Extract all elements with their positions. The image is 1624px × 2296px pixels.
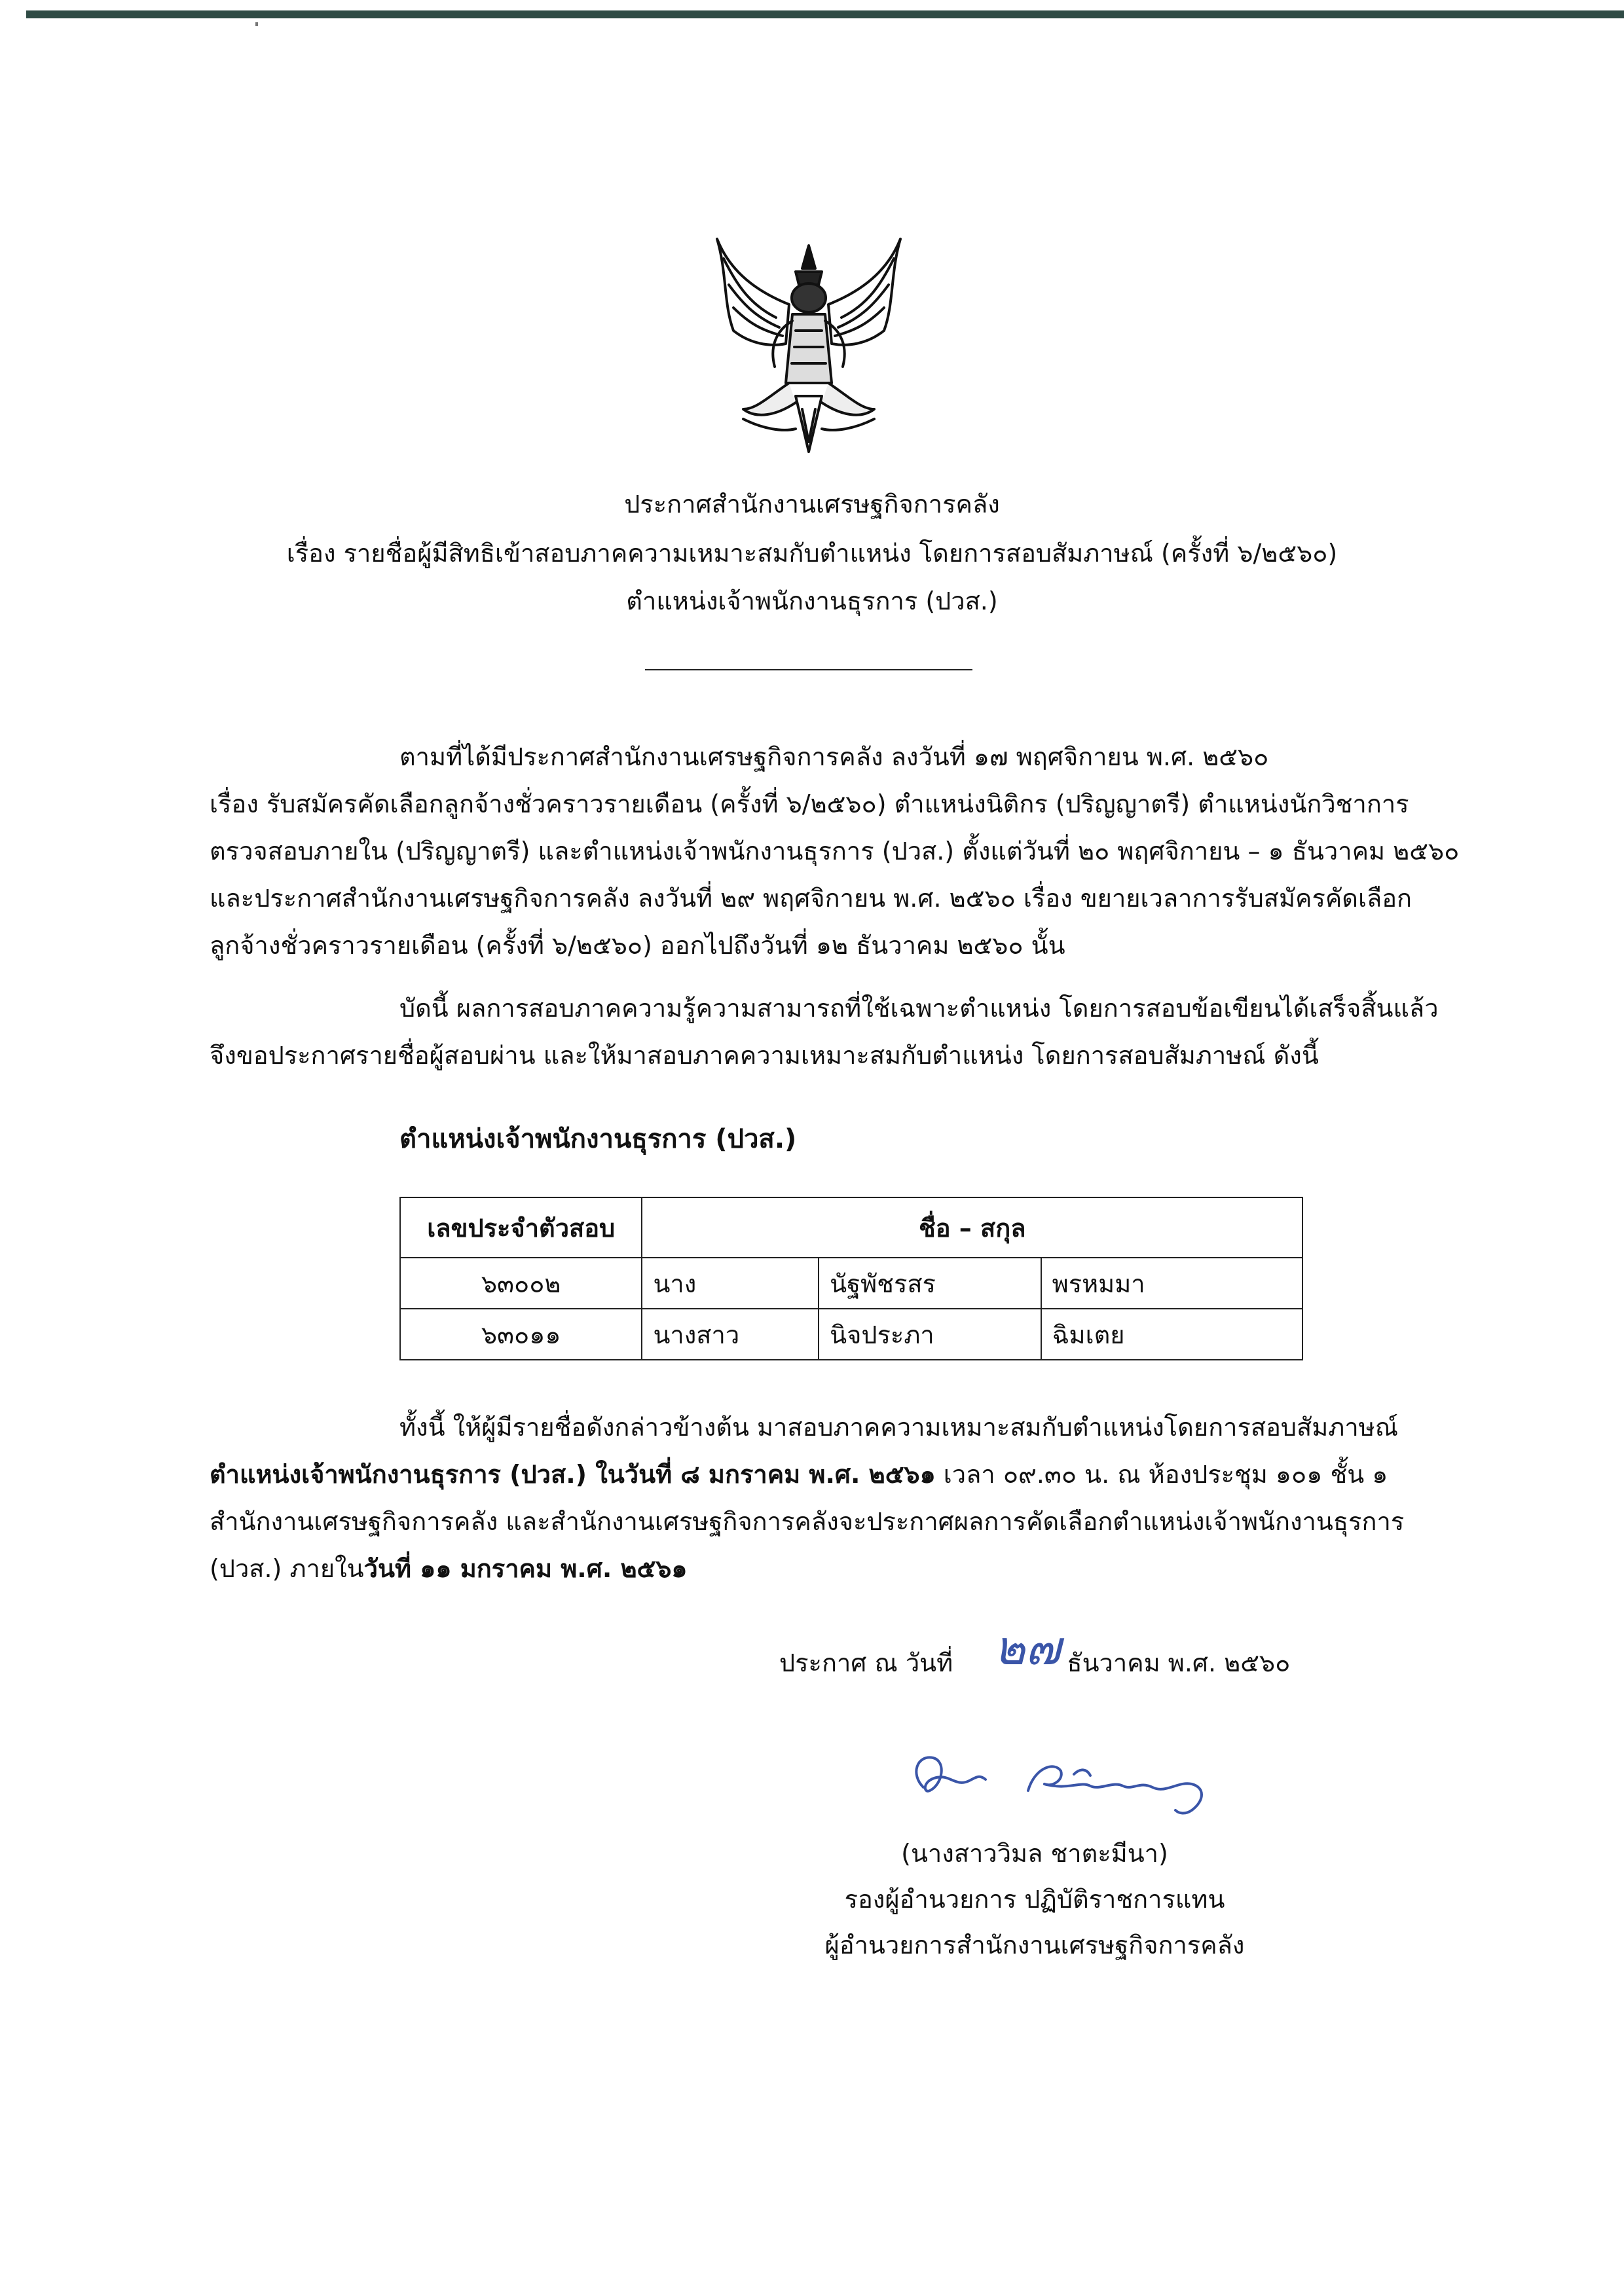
announcement-position: ตำแหน่งเจ้าพนักงานธุรการ (ปวส.) bbox=[626, 587, 998, 615]
para1-line: ลูกจ้างชั่วคราวรายเดือน (ครั้งที่ ๖/๒๕๖๐) ออกไปถึงวันที่ ๑๒ ธันวาคม ๒๕๖๐ นั้น bbox=[210, 931, 1065, 960]
garuda-emblem-icon bbox=[704, 232, 913, 462]
table-row bbox=[400, 1309, 1302, 1360]
signer-name: (นางสาววิมล ชาตะมีนา) bbox=[901, 1839, 1168, 1868]
date-prefix: ประกาศ ณ วันที่ bbox=[779, 1649, 953, 1677]
last-name-cell: พรหมมา bbox=[1041, 1258, 1302, 1309]
first-name-cell: นิจประภา bbox=[819, 1309, 1041, 1360]
first-name-cell: นัฐพัชรสร bbox=[819, 1258, 1041, 1309]
handwritten-day bbox=[982, 1617, 1087, 1676]
signer-title-2: ผู้อำนวยการสำนักงานเศรษฐกิจการคลัง bbox=[824, 1931, 1245, 1959]
para1-line: เรื่อง รับสมัครคัดเลือกลูกจ้างชั่วคราวรายเดือน (ครั้งที่ ๖/๒๕๖๐) ตำแหน่งนิติกร (ปริญญาตรี) ตำแหน่งนักวิชาการ bbox=[210, 790, 1409, 818]
para3-line bbox=[210, 1545, 1473, 1592]
para1-line: และประกาศสำนักงานเศรษฐกิจการคลัง ลงวันที่ ๒๙ พฤศจิกายน พ.ศ. ๒๕๖๐ เรื่อง ขยายเวลาการรับสมัครคัดเลือก bbox=[210, 884, 1412, 913]
paragraph-interview bbox=[210, 1404, 1473, 1592]
announcement-title: ประกาศสำนักงานเศรษฐกิจการคลัง bbox=[624, 490, 1000, 519]
table-row bbox=[400, 1258, 1302, 1309]
exam-id-cell: ๖๓๐๐๒ bbox=[400, 1258, 642, 1309]
header-full-name: ชื่อ – สกุล bbox=[642, 1197, 1302, 1258]
date-suffix: ธันวาคม พ.ศ. ๒๕๖๐ bbox=[1067, 1649, 1291, 1677]
header-exam-id: เลขประจำตัวสอบ bbox=[400, 1197, 642, 1258]
para3-line: ทั้งนี้ ให้ผู้มีรายชื่อดังกล่าวข้างต้น มาสอบภาคความเหมาะสมกับตำแหน่งโดยการสอบสัมภาษณ์ bbox=[399, 1413, 1398, 1442]
table-title: ตำแหน่งเจ้าพนักงานธุรการ (ปวส.) bbox=[399, 1124, 797, 1154]
handwritten-day-text: ๒๗ bbox=[994, 1620, 1061, 1675]
scan-speck bbox=[255, 22, 258, 26]
result-pre: (ปวส.) ภายใน bbox=[210, 1554, 364, 1583]
candidates-table bbox=[399, 1197, 1303, 1360]
exam-id-cell: ๖๓๐๑๑ bbox=[400, 1309, 642, 1360]
para3-line bbox=[210, 1451, 1473, 1498]
last-name-cell: ฉิมเตย bbox=[1041, 1309, 1302, 1360]
title-cell: นางสาว bbox=[642, 1309, 819, 1360]
table-header-row bbox=[400, 1197, 1302, 1258]
handwritten-signature bbox=[904, 1728, 1218, 1827]
para3-line: สำนักงานเศรษฐกิจการคลัง และสำนักงานเศรษฐกิจการคลังจะประกาศผลการคัดเลือกตำแหน่งเจ้าพนักงานธุรการ bbox=[210, 1507, 1405, 1536]
announcement-subject: เรื่อง รายชื่อผู้มีสิทธิเข้าสอบภาคความเหมาะสมกับตำแหน่ง โดยการสอบสัมภาษณ์ (ครั้งที่ ๖/๒๕๖๐) bbox=[286, 539, 1338, 568]
top-edge-rule bbox=[26, 10, 1624, 18]
para2-line: บัดนี้ ผลการสอบภาคความรู้ความสามารถที่ใช้เฉพาะตำแหน่ง โดยการสอบข้อเขียนได้เสร็จสิ้นแล้ว bbox=[399, 994, 1439, 1023]
para1-line: ตรวจสอบภายใน (ปริญญาตรี) และตำแหน่งเจ้าพนักงานธุรการ (ปวส.) ตั้งแต่วันที่ ๒๐ พฤศจิกายน – ๑ ธันวาคม ๒๕๖๐ bbox=[210, 837, 1460, 866]
paragraph-announcement bbox=[210, 985, 1473, 1079]
header-divider bbox=[645, 669, 972, 670]
para1-line: ตามที่ได้มีประกาศสำนักงานเศรษฐกิจการคลัง ลงวันที่ ๑๗ พฤศจิกายน พ.ศ. ๒๕๖๐ bbox=[399, 742, 1269, 771]
signer-title-1: รองผู้อำนวยการ ปฏิบัติราชการแทน bbox=[844, 1885, 1225, 1914]
para2-line: จึงขอประกาศรายชื่อผู้สอบผ่าน และให้มาสอบภาคความเหมาะสมกับตำแหน่ง โดยการสอบสัมภาษณ์ ดังนี้ bbox=[210, 1041, 1319, 1070]
interview-time-place: เวลา ๐๙.๓๐ น. ณ ห้องประชุม ๑๐๑ ชั้น ๑ bbox=[935, 1460, 1388, 1489]
paragraph-background bbox=[210, 733, 1473, 969]
interview-date-bold: ตำแหน่งเจ้าพนักงานธุรการ (ปวส.) ในวันที่ ๘ มกราคม พ.ศ. ๒๕๖๑ bbox=[210, 1460, 936, 1489]
result-date-bold: วันที่ ๑๑ มกราคม พ.ศ. ๒๕๖๑ bbox=[363, 1554, 688, 1583]
title-cell: นาง bbox=[642, 1258, 819, 1309]
